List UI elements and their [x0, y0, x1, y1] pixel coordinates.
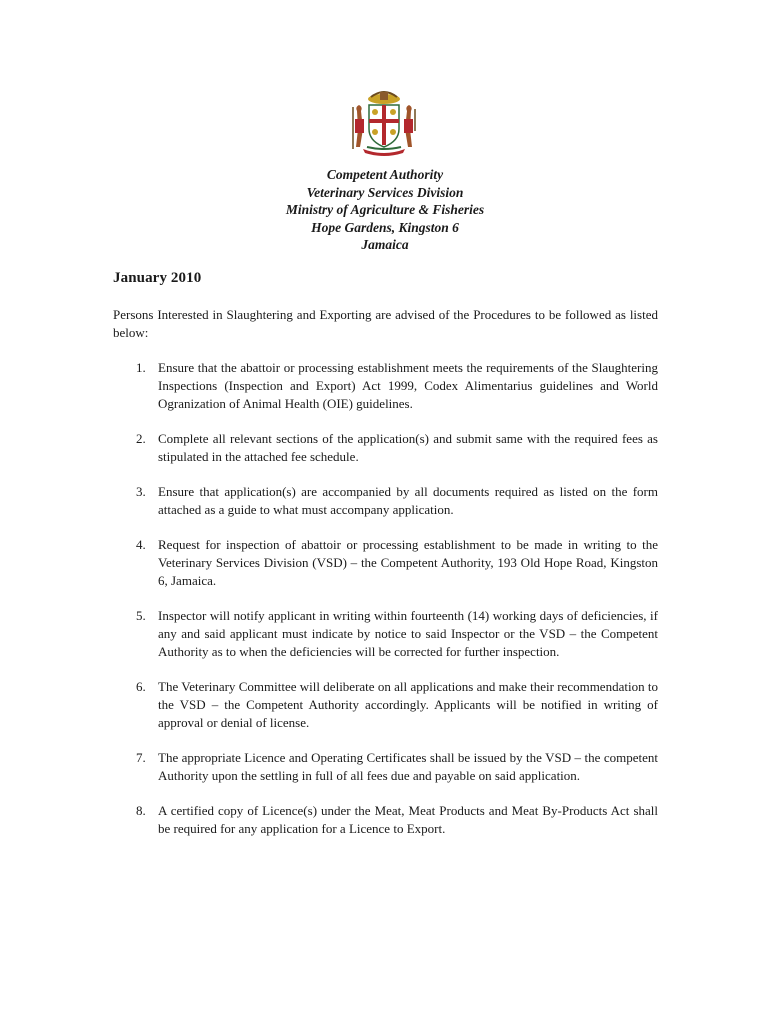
list-item	[113, 678, 658, 732]
list-item-number: 2.	[136, 431, 146, 446]
list-item-number: 7.	[136, 750, 146, 765]
list-item-text: Request for inspection of abattoir or processing establishment to be made in writing to the Veterinary Services Division (VSD) – the Competent Authority, 193 Old Hope Road, Kingston 6, Jamaica.	[158, 537, 658, 588]
list-item-text: A certified copy of Licence(s) under the Meat, Meat Products and Meat By-Products Act shall be required for any application for a Licence to Export.	[158, 803, 658, 836]
letterhead-line-authority: Competent Authority	[326, 167, 444, 182]
list-item-number: 6.	[136, 679, 146, 694]
list-item-text: Ensure that the abattoir or processing establishment meets the requirements of the Slaughtering Inspections (Inspection and Export) Act 1999, Codex Alimentarius guidelines and World Ogranization of Animal Health (OIE) guidelines.	[158, 360, 658, 411]
coat-of-arms-icon	[349, 89, 419, 157]
letterhead-line-division: Veterinary Services Division	[306, 184, 464, 200]
list-item-number: 1.	[136, 360, 146, 375]
list-item	[113, 607, 658, 661]
letterhead	[200, 166, 570, 254]
list-item	[113, 749, 658, 785]
list-item	[113, 483, 658, 519]
list-item	[113, 430, 658, 466]
list-item-number: 4.	[136, 537, 146, 552]
document-date: January 2010	[113, 270, 202, 286]
list-item-text: The Veterinary Committee will deliberate on all applications and make their recommendation to the VSD – the Competent Authority accordingly. Applicants will be notified in writing of approval or denial of license.	[158, 679, 658, 730]
list-item-number: 5.	[136, 608, 146, 623]
list-item-text: The appropriate Licence and Operating Certificates shall be issued by the VSD – the competent Authority upon the settling in full of all fees due and payable on said application.	[158, 750, 658, 783]
list-item-text: Complete all relevant sections of the application(s) and submit same with the required fees as stipulated in the attached fee schedule.	[158, 431, 658, 464]
letterhead-line-ministry: Ministry of Agriculture & Fisheries	[285, 202, 485, 218]
list-item	[113, 536, 658, 590]
intro-paragraph: Persons Interested in Slaughtering and Exporting are advised of the Procedures to be followed as listed below:	[113, 307, 658, 340]
list-item	[113, 359, 658, 413]
list-item-text: Inspector will notify applicant in writing within fourteenth (14) working days of deficiencies, if any and said applicant must indicate by notice to said Inspector or the VSD – the Competent Authority as to when the deficiencies will be corrected for further inspection.	[158, 608, 658, 659]
list-item	[113, 802, 658, 838]
list-item-text: Ensure that application(s) are accompanied by all documents required as listed on the form attached as a guide to what must accompany application.	[158, 484, 658, 517]
letterhead-line-country: Jamaica	[361, 237, 409, 253]
list-item-number: 3.	[136, 484, 146, 499]
list-item-number: 8.	[136, 803, 146, 818]
procedure-list	[113, 359, 658, 855]
letterhead-line-address: Hope Gardens, Kingston 6	[311, 219, 459, 235]
